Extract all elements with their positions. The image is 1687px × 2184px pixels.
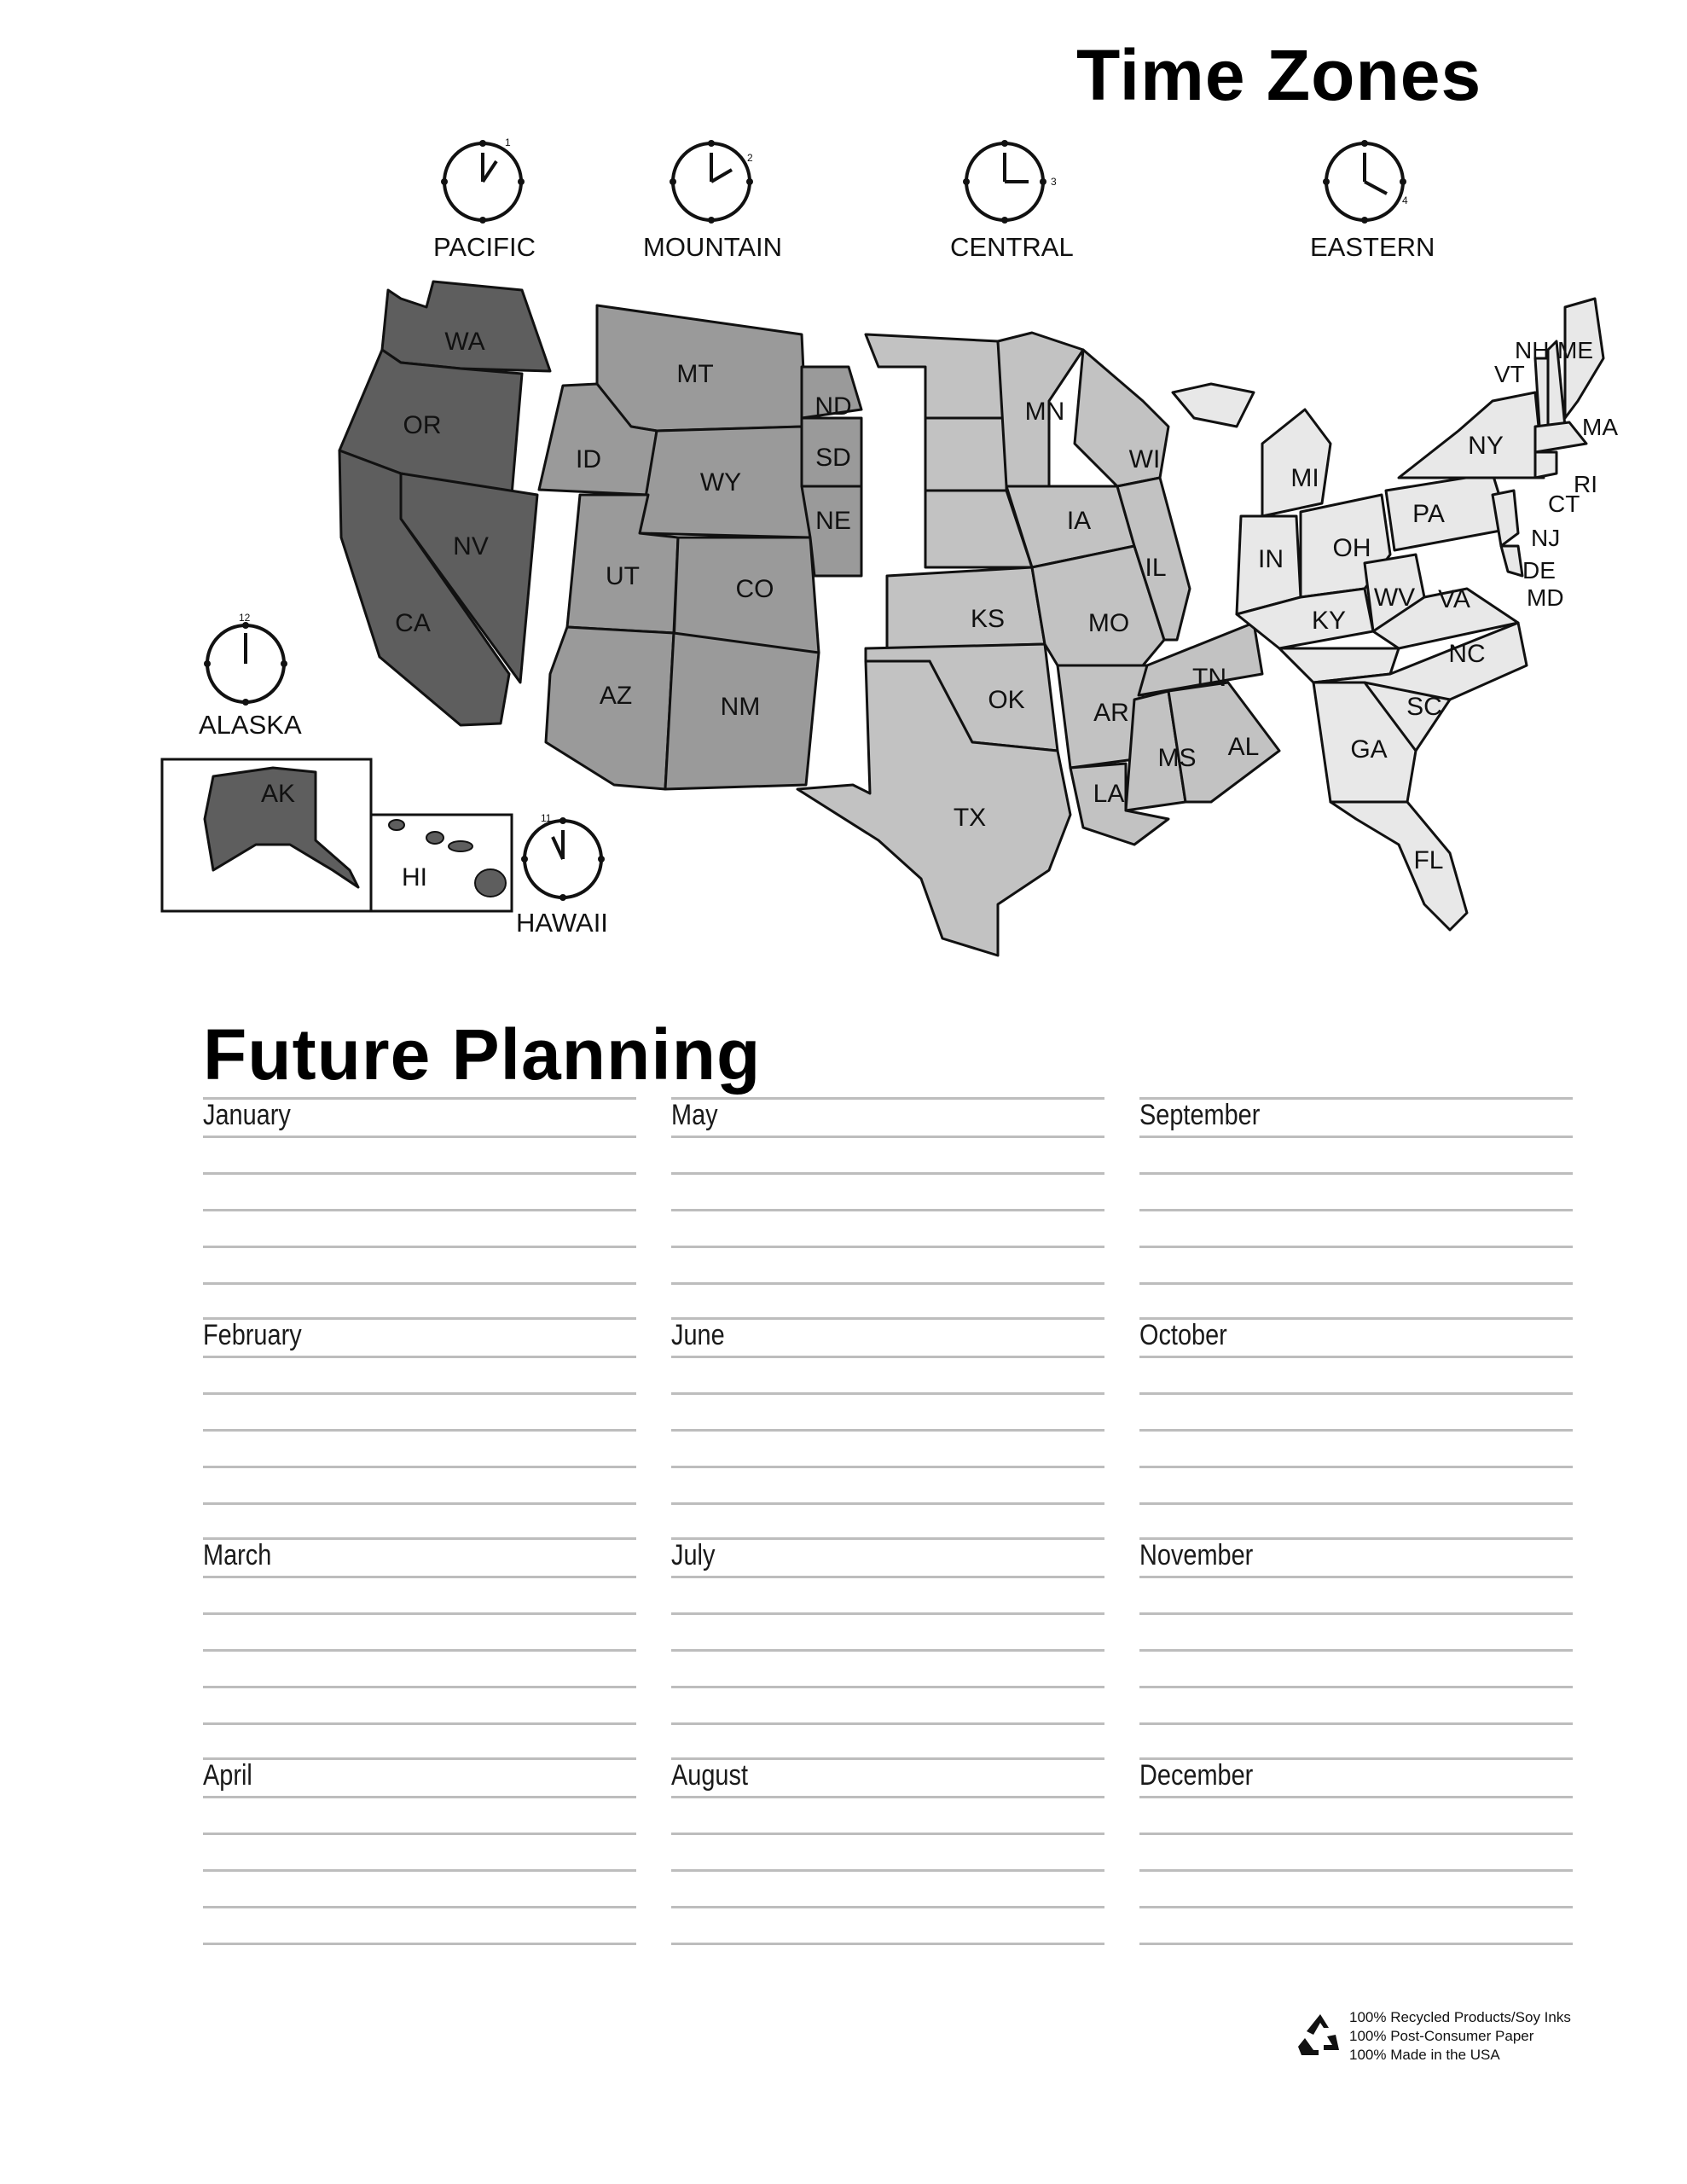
- writing-line[interactable]: [1139, 1466, 1573, 1468]
- month-block: [671, 1319, 1104, 1539]
- writing-line[interactable]: [671, 1172, 1104, 1175]
- writing-line[interactable]: [1139, 1833, 1573, 1835]
- writing-line[interactable]: [203, 1356, 636, 1358]
- writing-line[interactable]: [671, 1136, 1104, 1138]
- clock-eastern-hour: 4: [1402, 195, 1408, 206]
- svg-text:MD: MD: [1527, 584, 1564, 611]
- zone-label-alaska: ALASKA: [199, 710, 302, 740]
- writing-line[interactable]: [671, 1317, 1104, 1320]
- writing-line[interactable]: [671, 1466, 1104, 1468]
- eco-statement: [1349, 2008, 1571, 2065]
- svg-text:CT: CT: [1548, 491, 1580, 517]
- writing-line[interactable]: [203, 1537, 636, 1540]
- writing-line[interactable]: [1139, 1906, 1573, 1908]
- month-block: [1139, 1099, 1573, 1319]
- state-wa: [382, 282, 550, 371]
- svg-text:IL: IL: [1145, 554, 1167, 582]
- writing-line[interactable]: [1139, 1576, 1573, 1578]
- svg-text:RI: RI: [1574, 471, 1597, 497]
- svg-text:SD: SD: [815, 444, 851, 472]
- writing-line[interactable]: [203, 1686, 636, 1688]
- writing-line[interactable]: [671, 1392, 1104, 1395]
- svg-text:MT: MT: [676, 360, 714, 388]
- writing-line[interactable]: [671, 1356, 1104, 1358]
- writing-line[interactable]: [1139, 1686, 1573, 1688]
- writing-line[interactable]: [203, 1136, 636, 1138]
- writing-line[interactable]: [203, 1869, 636, 1872]
- month-label: July: [671, 1539, 716, 1571]
- svg-text:AK: AK: [260, 780, 296, 808]
- month-block: [203, 1099, 636, 1319]
- state-nj: [1493, 491, 1518, 546]
- future-planning-title: Future Planning: [203, 1014, 762, 1095]
- writing-line[interactable]: [203, 1612, 636, 1615]
- month-block: [671, 1539, 1104, 1759]
- writing-line[interactable]: [671, 1246, 1104, 1248]
- svg-text:NJ: NJ: [1531, 525, 1561, 551]
- svg-text:WV: WV: [1373, 584, 1416, 612]
- writing-line[interactable]: [1139, 1796, 1573, 1798]
- svg-text:MI: MI: [1290, 464, 1319, 492]
- svg-text:NY: NY: [1468, 432, 1504, 460]
- svg-text:ID: ID: [576, 445, 601, 473]
- svg-text:MO: MO: [1087, 609, 1130, 637]
- clock-eastern-icon: [1323, 140, 1408, 224]
- writing-line[interactable]: [671, 1757, 1104, 1760]
- writing-line[interactable]: [203, 1317, 636, 1320]
- svg-text:VT: VT: [1494, 361, 1525, 387]
- writing-line[interactable]: [671, 1722, 1104, 1725]
- svg-text:IA: IA: [1066, 507, 1092, 535]
- zone-label-eastern: EASTERN: [1310, 232, 1435, 262]
- svg-text:FL: FL: [1413, 846, 1444, 874]
- month-block: [671, 1099, 1104, 1319]
- month-label: May: [671, 1099, 718, 1131]
- svg-text:AR: AR: [1093, 699, 1129, 727]
- clock-alaska-hour: 12: [239, 612, 251, 624]
- writing-line[interactable]: [203, 1392, 636, 1395]
- writing-line[interactable]: [671, 1612, 1104, 1615]
- svg-text:CA: CA: [395, 609, 431, 637]
- writing-line[interactable]: [1139, 1757, 1573, 1760]
- writing-line[interactable]: [1139, 1537, 1573, 1540]
- svg-text:AL: AL: [1227, 733, 1260, 761]
- clock-central-hour: 3: [1051, 176, 1057, 188]
- month-block: [203, 1319, 636, 1539]
- state-al: [1168, 682, 1279, 802]
- svg-text:TX: TX: [953, 804, 987, 832]
- svg-text:NC: NC: [1448, 640, 1486, 668]
- svg-text:TN: TN: [1192, 664, 1226, 692]
- writing-line[interactable]: [671, 1502, 1104, 1505]
- month-label: April: [203, 1759, 252, 1792]
- zone-label-pacific: PACIFIC: [433, 232, 536, 262]
- writing-line[interactable]: [203, 1466, 636, 1468]
- writing-line[interactable]: [1139, 1943, 1573, 1945]
- writing-line[interactable]: [1139, 1869, 1573, 1872]
- svg-text:MA: MA: [1582, 414, 1618, 440]
- state-ma: [1535, 422, 1586, 452]
- month-block: [1139, 1319, 1573, 1539]
- zone-label-mountain: MOUNTAIN: [643, 232, 783, 262]
- clock-mountain-icon: [670, 140, 753, 224]
- writing-line[interactable]: [1139, 1722, 1573, 1725]
- eco-line: 100% Recycled Products/Soy Inks: [1349, 2009, 1571, 2025]
- state-mi-up: [1173, 384, 1254, 427]
- svg-text:VA: VA: [1438, 585, 1470, 613]
- writing-line[interactable]: [203, 1649, 636, 1652]
- month-block: [1139, 1759, 1573, 1979]
- clock-hawaii-hour: 11: [541, 812, 552, 824]
- writing-line[interactable]: [203, 1282, 636, 1285]
- clock-hawaii-icon: [521, 812, 605, 901]
- month-block: [203, 1539, 636, 1759]
- writing-line[interactable]: [203, 1757, 636, 1760]
- writing-line[interactable]: [203, 1833, 636, 1835]
- svg-text:KS: KS: [970, 605, 1006, 633]
- state-de: [1501, 546, 1522, 576]
- state-ct: [1535, 452, 1557, 478]
- state-mi: [1262, 410, 1330, 516]
- svg-text:UT: UT: [606, 562, 640, 590]
- writing-line[interactable]: [203, 1722, 636, 1725]
- clock-mountain-hour: 2: [747, 152, 753, 164]
- recycle-icon: [1295, 2009, 1346, 2060]
- month-label: January: [203, 1099, 291, 1131]
- svg-text:SC: SC: [1406, 693, 1442, 721]
- month-label: October: [1139, 1319, 1227, 1351]
- svg-text:ME: ME: [1557, 337, 1593, 363]
- zone-label-hawaii: HAWAII: [516, 908, 608, 938]
- writing-line[interactable]: [203, 1796, 636, 1798]
- writing-line[interactable]: [671, 1943, 1104, 1945]
- clock-pacific-hour: 1: [505, 136, 511, 148]
- writing-line[interactable]: [671, 1097, 1104, 1100]
- writing-line[interactable]: [203, 1429, 636, 1432]
- clock-alaska-icon: [204, 612, 287, 706]
- month-block: [1139, 1539, 1573, 1759]
- svg-text:HI: HI: [402, 863, 427, 892]
- svg-text:WI: WI: [1128, 445, 1161, 473]
- writing-line[interactable]: [671, 1869, 1104, 1872]
- writing-line[interactable]: [1139, 1392, 1573, 1395]
- clock-central-icon: [963, 140, 1057, 224]
- writing-line[interactable]: [203, 1502, 636, 1505]
- svg-text:NM: NM: [720, 693, 761, 721]
- writing-line[interactable]: [1139, 1136, 1573, 1138]
- month-label: August: [671, 1759, 748, 1792]
- svg-text:NV: NV: [453, 532, 489, 561]
- svg-text:LA: LA: [1093, 780, 1125, 808]
- state-fl: [1330, 802, 1467, 930]
- writing-line[interactable]: [203, 1209, 636, 1211]
- svg-text:CO: CO: [735, 575, 774, 603]
- writing-line[interactable]: [1139, 1209, 1573, 1211]
- month-label: December: [1139, 1759, 1254, 1792]
- writing-line[interactable]: [671, 1537, 1104, 1540]
- writing-line[interactable]: [1139, 1246, 1573, 1248]
- writing-line[interactable]: [203, 1097, 636, 1100]
- writing-line[interactable]: [203, 1172, 636, 1175]
- writing-line[interactable]: [671, 1649, 1104, 1652]
- writing-line[interactable]: [1139, 1649, 1573, 1652]
- writing-line[interactable]: [671, 1209, 1104, 1211]
- month-label: March: [203, 1539, 272, 1571]
- svg-text:OH: OH: [1332, 534, 1371, 562]
- svg-text:NE: NE: [815, 507, 851, 535]
- svg-text:OR: OR: [403, 411, 442, 439]
- writing-line[interactable]: [1139, 1356, 1573, 1358]
- writing-line[interactable]: [671, 1429, 1104, 1432]
- eco-line: 100% Post-Consumer Paper: [1349, 2028, 1534, 2044]
- writing-line[interactable]: [671, 1796, 1104, 1798]
- svg-text:WA: WA: [444, 328, 485, 356]
- svg-text:DE: DE: [1522, 557, 1556, 584]
- month-block: [671, 1759, 1104, 1979]
- writing-line[interactable]: [1139, 1429, 1573, 1432]
- svg-text:PA: PA: [1412, 500, 1445, 528]
- svg-text:GA: GA: [1350, 735, 1388, 764]
- writing-line[interactable]: [1139, 1612, 1573, 1615]
- svg-text:IN: IN: [1258, 545, 1284, 573]
- writing-line[interactable]: [203, 1576, 636, 1578]
- writing-line[interactable]: [203, 1246, 636, 1248]
- svg-text:MS: MS: [1157, 744, 1197, 772]
- writing-line[interactable]: [1139, 1317, 1573, 1320]
- eco-line: 100% Made in the USA: [1349, 2047, 1500, 2063]
- writing-line[interactable]: [1139, 1502, 1573, 1505]
- svg-text:KY: KY: [1311, 607, 1347, 635]
- writing-line[interactable]: [203, 1943, 636, 1945]
- svg-text:NH: NH: [1515, 337, 1550, 363]
- writing-line[interactable]: [671, 1833, 1104, 1835]
- writing-line[interactable]: [1139, 1282, 1573, 1285]
- writing-line[interactable]: [1139, 1172, 1573, 1175]
- svg-text:OK: OK: [988, 686, 1025, 714]
- month-block: [203, 1759, 636, 1979]
- writing-line[interactable]: [671, 1576, 1104, 1578]
- state-pa: [1386, 473, 1510, 550]
- clock-pacific-icon: [441, 136, 525, 224]
- writing-line[interactable]: [203, 1906, 636, 1908]
- writing-line[interactable]: [671, 1906, 1104, 1908]
- state-ks: [887, 567, 1045, 648]
- writing-line[interactable]: [671, 1686, 1104, 1688]
- time-zones-title: Time Zones: [1076, 35, 1482, 115]
- month-label: November: [1139, 1539, 1254, 1571]
- writing-line[interactable]: [1139, 1097, 1573, 1100]
- writing-line[interactable]: [671, 1282, 1104, 1285]
- svg-text:WY: WY: [699, 468, 742, 497]
- time-zone-map: [0, 0, 1687, 964]
- state-sd: [925, 418, 1006, 491]
- month-label: September: [1139, 1099, 1261, 1131]
- month-label: June: [671, 1319, 725, 1351]
- svg-text:AZ: AZ: [599, 682, 633, 710]
- zone-label-central: CENTRAL: [950, 232, 1074, 262]
- month-label: February: [203, 1319, 302, 1351]
- state-nd: [866, 334, 1006, 418]
- svg-text:MN: MN: [1024, 398, 1065, 426]
- svg-text:ND: ND: [815, 392, 852, 421]
